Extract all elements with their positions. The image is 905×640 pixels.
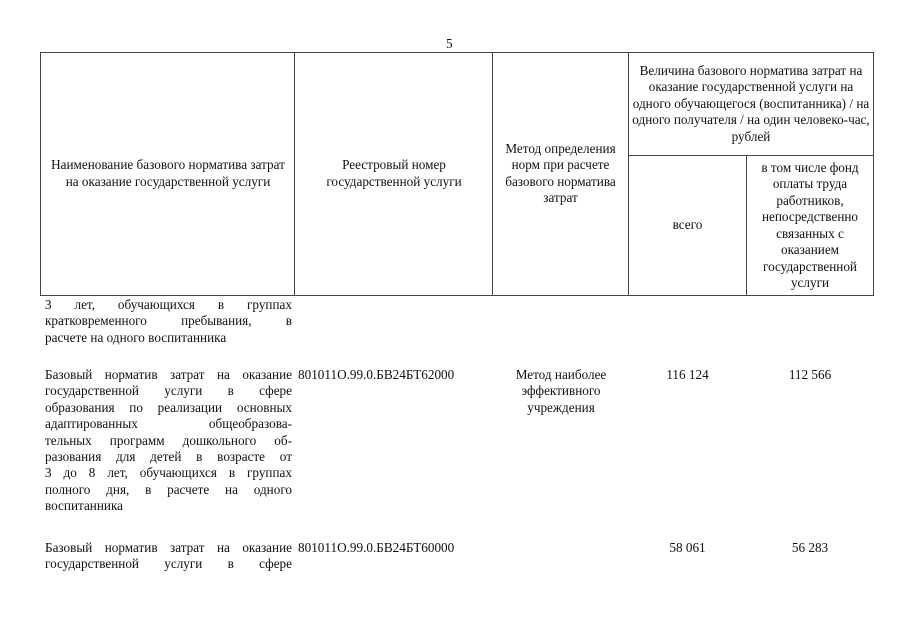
table-border-right bbox=[873, 52, 874, 296]
header-method-text: Метод определения норм при расчете базового норматива затрат bbox=[505, 140, 616, 205]
header-registry-text: Реестровый номер государственной услуги bbox=[326, 157, 462, 189]
text-line: 3 лет, обучающихся в группах bbox=[45, 297, 292, 312]
text-line: государственной услуги в сфере bbox=[45, 383, 292, 399]
row-wage-fund: 56 283 bbox=[791, 540, 829, 555]
text-line: тельных программ дошкольного об- bbox=[45, 432, 292, 448]
column-divider bbox=[294, 52, 295, 296]
header-border-bottom bbox=[40, 295, 874, 296]
row-method: Метод наиболее эффективного учреждения bbox=[515, 367, 607, 415]
header-total-text: всего bbox=[672, 217, 703, 233]
row-name bbox=[45, 540, 292, 573]
row-registry: 801011О.99.0.БВ24БТ60000 bbox=[298, 540, 455, 555]
column-divider bbox=[746, 155, 747, 296]
text-line: кратковременного пребывания, в bbox=[45, 313, 292, 329]
header-name-text: Наименование базового норматива затрат на оказание государственной услуги bbox=[51, 157, 285, 189]
header-method bbox=[494, 52, 627, 295]
text-line: расчете на одного воспитанника bbox=[45, 329, 227, 345]
header-value-group-text: Величина базового норматива затрат на оказание государственной услуги на одного обучающегося (воспитанника) / на одного получателя / на один человеко-час, рублей bbox=[632, 62, 870, 144]
row-wage-fund: 112 566 bbox=[788, 367, 832, 382]
row-total: 116 124 bbox=[666, 367, 709, 382]
text-line: полного дня, в расчете на одного bbox=[45, 481, 292, 497]
text-line: Базовый норматив затрат на оказание bbox=[45, 367, 292, 382]
text-line: адаптированных общеобразова- bbox=[45, 416, 292, 432]
column-divider bbox=[492, 52, 493, 296]
header-wage-fund-text: в том числе фонд оплаты труда работников, непосредственно связанных с оказанием государственной услуги bbox=[761, 159, 859, 290]
table-border-left bbox=[40, 52, 41, 296]
text-line: Базовый норматив затрат на оказание bbox=[45, 540, 292, 555]
row-name bbox=[45, 367, 292, 515]
row-registry: 801011О.99.0.БВ24БТ62000 bbox=[298, 367, 455, 382]
text-line: образования по реализации основных bbox=[45, 399, 292, 415]
header-wage-fund bbox=[750, 156, 870, 295]
text-line: 3 до 8 лет, обучающихся в группах bbox=[45, 465, 292, 481]
header-total bbox=[629, 156, 746, 295]
text-line: воспитанника bbox=[45, 498, 124, 514]
text-line: государственной услуги в сфере bbox=[45, 556, 292, 572]
row-total: 58 061 bbox=[669, 540, 706, 555]
header-value-group bbox=[632, 53, 870, 155]
row-name-continuation bbox=[45, 297, 292, 346]
header-name bbox=[50, 52, 286, 295]
text-line: разования для детей в возрасте от bbox=[45, 449, 292, 465]
header-registry bbox=[305, 52, 483, 295]
page-number: 5 bbox=[446, 36, 453, 51]
